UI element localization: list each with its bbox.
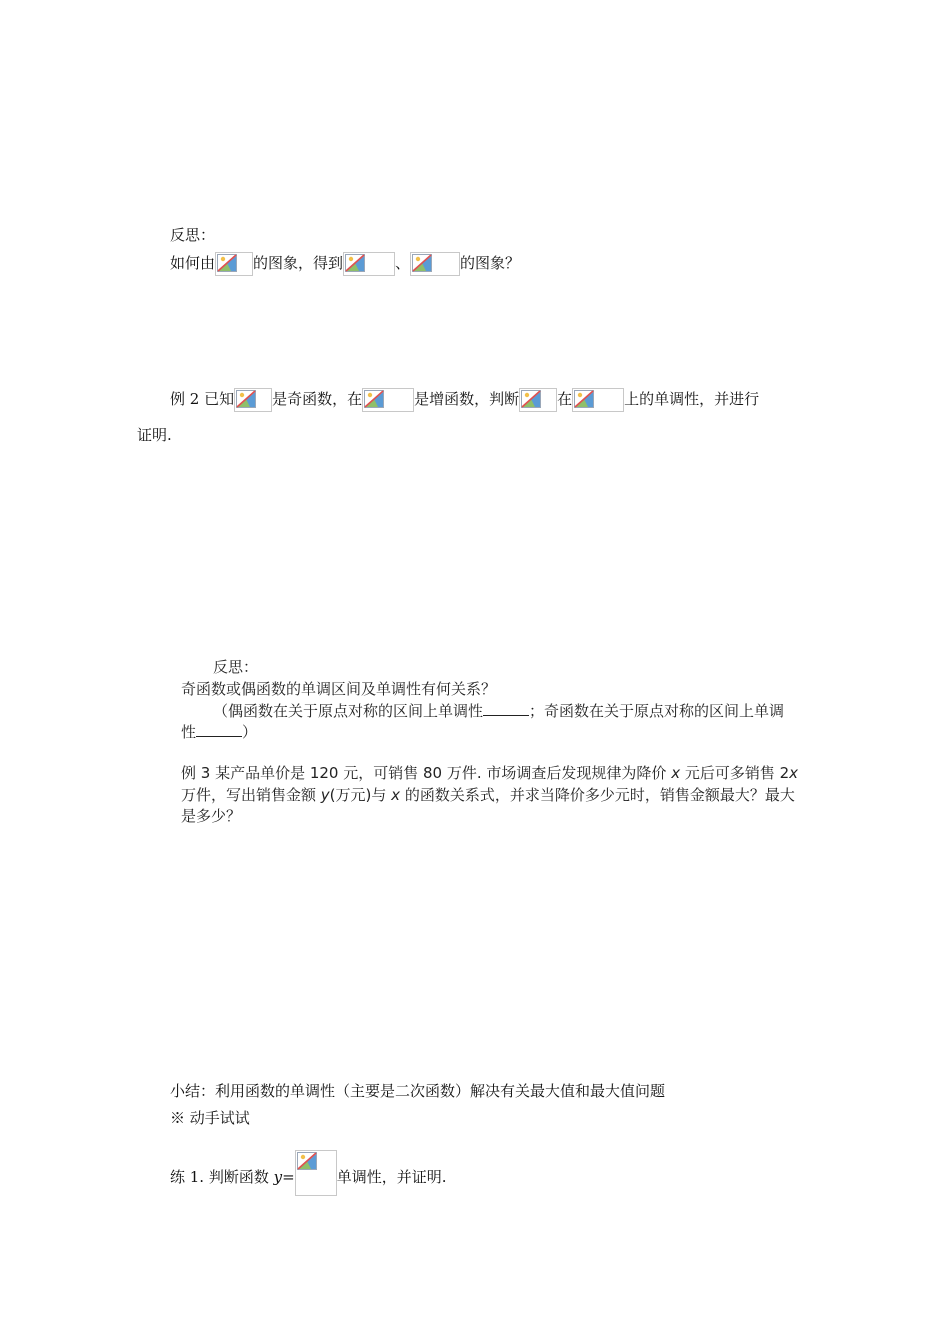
example-2-continuation: 证明. — [137, 426, 172, 444]
broken-image-icon — [345, 254, 365, 272]
broken-image-icon — [412, 254, 432, 272]
exercise-1: 练 1. 判断函数 y= 单调性，并证明. — [170, 1150, 446, 1196]
practice-heading: ※ 动手试试 — [170, 1109, 250, 1127]
broken-image-icon — [574, 390, 594, 408]
formula-image — [519, 388, 557, 412]
broken-image-icon — [364, 390, 384, 408]
formula-image — [215, 252, 253, 276]
formula-image — [362, 388, 414, 412]
reflection-heading: 反思： — [170, 226, 216, 244]
example-3-line-1: 例 3 某产品单价是 120 元，可销售 80 万件. 市场调查后发现规律为降价 x 元后可多销售 2x — [181, 764, 799, 782]
example-3-line-3: 是多少？ — [181, 807, 242, 825]
reflection-2-hint-2: 性 ） — [181, 723, 258, 741]
formula-image — [343, 252, 395, 276]
broken-image-icon — [236, 390, 256, 408]
reflection-2-question: 奇函数或偶函数的单调区间及单调性有何关系？ — [181, 680, 497, 698]
formula-image — [295, 1150, 337, 1196]
broken-image-icon — [297, 1152, 317, 1170]
answer-blank — [483, 701, 529, 716]
formula-image — [410, 252, 460, 276]
broken-image-icon — [217, 254, 237, 272]
example-3-line-2: 万件，写出销售金额 y(万元)与 x 的函数关系式，并求当降价多少元时，销售金额最大？最大 — [181, 786, 795, 804]
summary: 小结：利用函数的单调性（主要是二次函数）解决有关最大值和最大值问题 — [170, 1082, 666, 1100]
reflection-2-heading: 反思： — [213, 658, 259, 676]
answer-blank — [196, 722, 242, 737]
broken-image-icon — [521, 390, 541, 408]
formula-image — [572, 388, 624, 412]
reflection-question: 如何由 的图象，得到 、 的图象？ — [170, 252, 520, 276]
reflection-2-hint-1: （偶函数在关于原点对称的区间上单调性 ；奇函数在关于原点对称的区间上单调 — [213, 702, 785, 720]
formula-image — [234, 388, 272, 412]
example-2: 例 2 已知 是奇函数，在 是增函数，判断 在 上的单调性，并进行 — [170, 388, 759, 412]
